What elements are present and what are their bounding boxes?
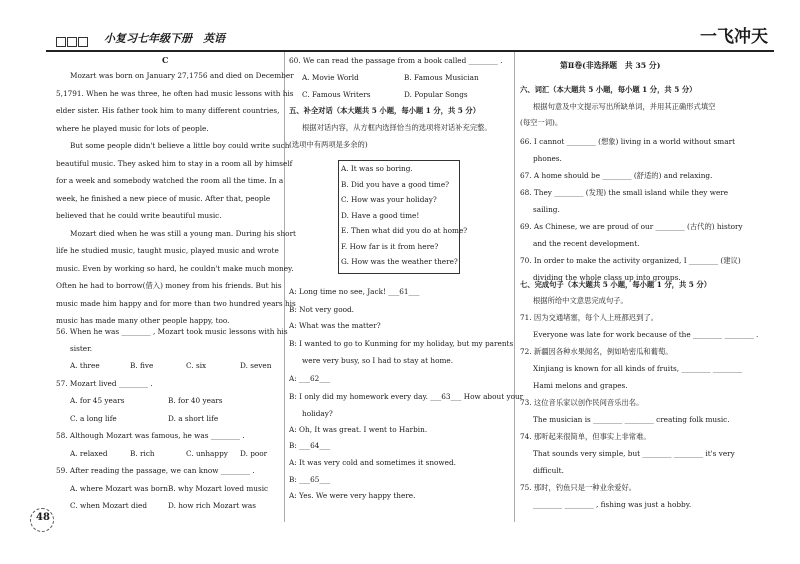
sentence-question: 73. 这位音乐家以创作民间音乐出名。	[520, 398, 644, 407]
choice-option: F. How far is it from here?	[341, 241, 439, 251]
instruction: 根据对话内容，从方框内选择恰当的选项将对话补充完整。	[302, 123, 492, 132]
choice-option: B. Did you have a good time?	[341, 179, 450, 189]
vocab-question: and the recent development.	[533, 239, 640, 248]
option: C. six	[186, 361, 207, 370]
dialog-line: A: Long time no see, Jack! ___61___	[289, 287, 420, 296]
question-60: 60. We can read the passage from a book called ________ .	[289, 56, 503, 65]
sentence-question: ________ ________ , fishing was just a hobby.	[533, 500, 692, 509]
sentence-question: The musician is ________ ________ creating folk music.	[533, 415, 730, 424]
option: D. poor	[240, 448, 268, 458]
part-heading: 第Ⅱ卷(非选择题 共 35 分)	[560, 61, 661, 70]
option: D. how rich Mozart was	[168, 501, 256, 510]
choice-option: G. How was the weather there?	[341, 257, 458, 266]
passage-line: Often he had to borrow(借入) money from his friends. But his	[56, 281, 282, 290]
choice-option: E. Then what did you do at home?	[341, 226, 468, 235]
option: D. a short life	[168, 413, 219, 423]
question-56: sister.	[70, 344, 93, 353]
header-title: 小复习七年级下册 英语	[104, 32, 225, 45]
option: C. when Mozart died	[70, 501, 148, 510]
dialog-line: B: ___64___	[289, 440, 331, 450]
sentence-question: 71. 因为交通堵塞，每个人上班都迟到了。	[520, 313, 658, 322]
choice-option: D. Have a good time!	[341, 210, 420, 220]
passage-line: music has made many other people happy, too.	[56, 316, 230, 325]
option: A. relaxed	[70, 448, 108, 458]
sentence-question: 72. 新疆因各种水果闻名，例如哈密瓜和葡萄。	[520, 347, 673, 356]
dialog-line: B: Not very good.	[289, 304, 354, 314]
option: A. three	[70, 361, 100, 370]
dialog-line: B: I wanted to go to Kunming for my holiday, but my parents	[289, 339, 514, 348]
passage-line: elder sister. His father took him to many different countries,	[56, 106, 280, 115]
question-56: 56. When he was ________ , Mozart took music lessons with his	[56, 327, 288, 336]
question-58: 58. Although Mozart was famous, he was ________ .	[56, 431, 245, 440]
passage-line: music made him happy and for more than two hundred years his	[56, 298, 296, 308]
option: B. rich	[130, 448, 155, 458]
vocab-question: 67. A home should be ________ (舒适的) and relaxing.	[520, 171, 713, 180]
option: B. for 40 years	[168, 396, 223, 405]
dialog-line: B: I only did my homework every day. ___63___ How about your	[289, 391, 524, 401]
dialog-line: holiday?	[302, 408, 333, 418]
option: A. Movie World	[302, 73, 359, 82]
sentence-question: That sounds very simple, but ________ ________ it's very	[533, 449, 735, 458]
instruction: (选项中有两项是多余的)	[289, 140, 368, 149]
instruction: (每空一词)。	[520, 118, 563, 127]
page-header	[46, 28, 774, 52]
page-number: 48	[36, 512, 50, 523]
sentence-question: difficult.	[533, 466, 564, 475]
vocab-question: 70. In order to make the activity organized, I ________ (建议)	[520, 256, 741, 265]
passage-line: music. Even by working so hard, he couldn't make much money.	[56, 263, 294, 273]
vocab-question: phones.	[533, 154, 562, 163]
passage-line: for a week and somebody watched the room all the time. In a	[56, 176, 284, 185]
option: B. why Mozart loved music	[168, 483, 269, 493]
column-divider	[514, 52, 515, 522]
choice-option: A. It was so boring.	[341, 164, 413, 173]
option: D. seven	[240, 361, 272, 370]
section-heading: 五、补全对话（本大题共 5 小题，每小题 1 分，共 5 分）	[289, 106, 481, 115]
dialog-line: A: ___62___	[289, 373, 331, 383]
instruction: 根据句意及中文提示写出所缺单词，并用其正确形式填空	[533, 102, 716, 111]
vocab-question: dividing the whole class up into groups.	[533, 273, 681, 282]
option: C. unhappy	[186, 448, 228, 458]
instruction: 根据所给中文意思完成句子。	[533, 296, 628, 305]
passage-line: where he played music for lots of people.	[56, 123, 209, 133]
dialog-line: A: Oh, It was great. I went to Harbin.	[289, 424, 428, 434]
option: A. for 45 years	[70, 396, 125, 405]
dialog-line: A: It was very cold and sometimes it snowed.	[289, 458, 456, 467]
dialog-line: A: Yes. We were very happy there.	[289, 491, 416, 500]
brand-logo: 一飞冲天	[700, 27, 768, 47]
passage-line: But some people didn't believe a little boy could write such	[70, 141, 290, 150]
section-heading: 七、完成句子（本大题共 5 小题，每小题 1 分，共 5 分）	[520, 280, 712, 289]
vocab-question: 69. As Chinese, we are proud of our ________ (古代的) history	[520, 222, 743, 231]
option: C. Famous Writers	[302, 90, 371, 99]
vocab-question: 68. They ________ (发现) the small island while they were	[520, 188, 729, 197]
vocab-question: 66. I cannot ________ (想象) living in a world without smart	[520, 137, 735, 146]
option: B. Famous Musician	[404, 73, 479, 82]
section-heading: 六、词汇（本大题共 5 小题，每小题 1 分，共 5 分）	[520, 85, 697, 94]
dialog-line: B: ___65___	[289, 475, 331, 484]
logo-icon	[56, 32, 94, 46]
vocab-question: sailing.	[533, 205, 560, 214]
passage-line: week, he finished a new piece of music. After that, people	[56, 193, 271, 203]
choice-option: C. How was your holiday?	[341, 195, 437, 204]
passage-line: believed that he could write beautiful music.	[56, 211, 222, 220]
sentence-question: Hami melons and grapes.	[533, 381, 628, 390]
sentence-question: Everyone was late for work because of the ________ ________ .	[533, 330, 759, 339]
dialog-line: were very busy, so I had to stay at home.	[302, 356, 454, 365]
passage-line: Mozart died when he was still a young man. During his short	[70, 228, 296, 238]
option: B. five	[130, 361, 154, 370]
option: C. a long life	[70, 413, 117, 423]
section-letter: C	[162, 55, 169, 65]
sentence-question: Xinjiang is known for all kinds of fruits, ________ ________	[533, 364, 743, 373]
question-59: 59. After reading the passage, we can know ________ .	[56, 466, 255, 475]
passage-line: 5,1791. When he was three, he often had music lessons with his	[56, 88, 294, 98]
option: A. where Mozart was born	[70, 483, 169, 493]
passage-line: beautiful music. They asked him to stay in a room all by himself	[56, 158, 293, 168]
passage-line: life he studied music, taught music, played music and wrote	[56, 246, 279, 255]
sentence-question: 75. 那时，钓鱼只是一种业余爱好。	[520, 483, 637, 492]
column-2	[284, 52, 285, 522]
question-57: 57. Mozart lived ________ .	[56, 378, 153, 388]
option: D. Popular Songs	[404, 90, 468, 99]
dialog-line: A: What was the matter?	[289, 321, 381, 330]
passage-line: Mozart was born on January 27,1756 and died on December	[70, 71, 294, 80]
sentence-question: 74. 那听起来很简单，但事实上非常难。	[520, 432, 651, 441]
